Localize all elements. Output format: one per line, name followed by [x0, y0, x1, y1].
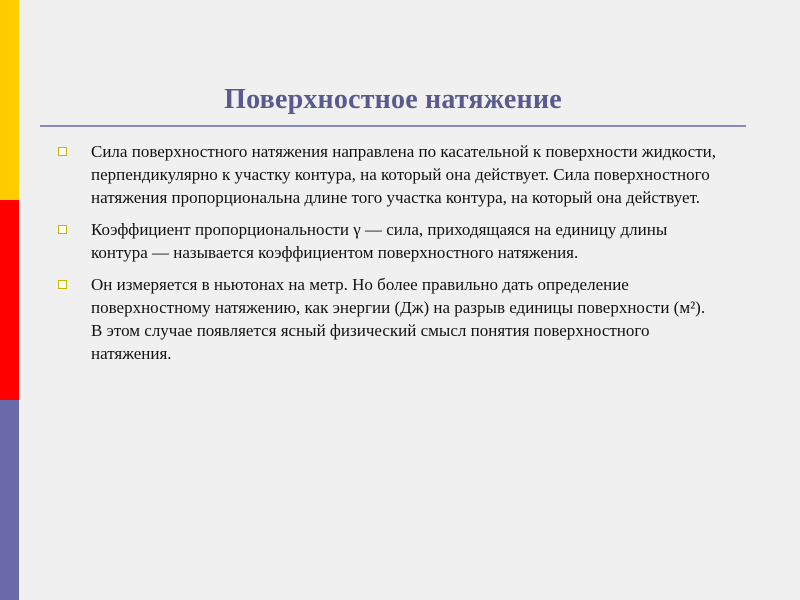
bullet-item — [58, 140, 718, 209]
bullet-text: Он измеряется в ньютонах на метр. Но более правильно дать определение поверхностному натяжению, как энергии (Дж) на разрыв единицы поверхности (м²). В этом случае появляется ясный физический смысл понятия поверхностного натяжения. — [91, 275, 706, 363]
bullet-text: Сила поверхностного натяжения направлена по касательной к поверхности жидкости, перпендикулярно к участку контура, на который она действует. Сила поверхностного натяжения пропорциональна длине того участка контура, на который она действует. — [91, 142, 716, 207]
square-bullet-icon — [58, 147, 67, 156]
bullet-text: Коэффициент пропорциональности γ — сила, приходящаяся на единицу длины контура — называется коэффициентом поверхностного натяжения. — [91, 220, 668, 262]
side-bar-yellow-segment — [0, 0, 19, 200]
side-bar-red-segment — [0, 200, 19, 400]
side-color-bar — [0, 0, 19, 600]
title-underline — [40, 125, 746, 127]
bullet-list — [58, 140, 718, 374]
side-bar-purple-segment — [0, 400, 19, 600]
slide-title: Поверхностное натяжение — [224, 84, 562, 115]
square-bullet-icon — [58, 280, 67, 289]
square-bullet-icon — [58, 225, 67, 234]
bullet-item — [58, 218, 718, 264]
bullet-item — [58, 273, 718, 365]
